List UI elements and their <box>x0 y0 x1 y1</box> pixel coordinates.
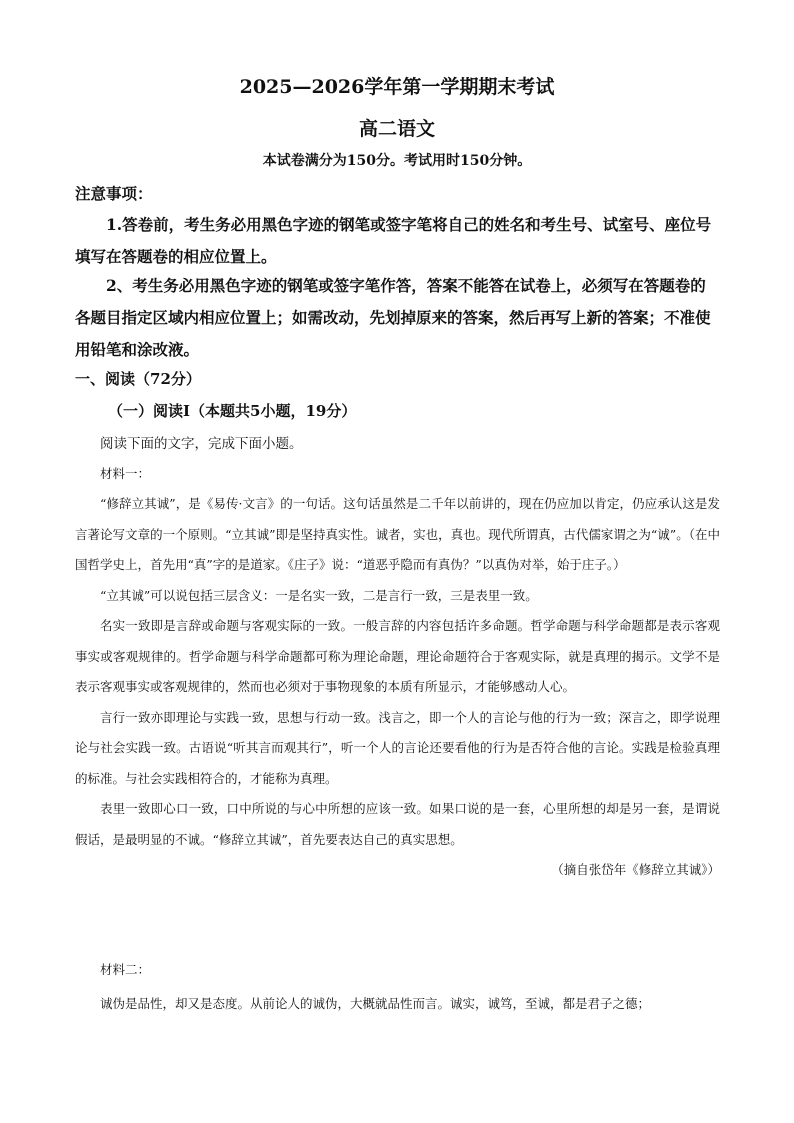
notice-heading: 注意事项： <box>75 184 153 203</box>
notice-item-2: 2、考生务必用黑色字迹的钢笔或签字笔作答，答案不能答在试卷上，必须写在答题卷的各题目指定区域内相应位置上；如需改动，先划掉原来的答案，然后再写上新的答案；不准使用铅笔和涂改液。 <box>75 276 711 359</box>
material-2-label: 材料二： <box>100 962 151 977</box>
reading-instruction: 阅读下面的文字，完成下面小题。 <box>100 436 303 452</box>
material-1-paragraph: 表里一致即心口一致，口中所说的与心中所想的应该一致。如果口说的是一套，心里所想的却是另一套，是谓说假话，是最明显的不诚。“修辞立其诚”，首先要表达自己的真实思想。 <box>75 801 720 847</box>
material-1-label: 材料一： <box>100 466 151 481</box>
subsection-title: （一）阅读Ⅰ（本题共5小题，19分） <box>108 402 357 420</box>
section-title: 一、阅读（72分） <box>75 370 201 388</box>
material-1-paragraph: “修辞立其诚”，是《易传·文言》的一句话。这句话虽然是二千年以前讲的，现在仍应加以肯定，仍应承认这是发言著论写文章的一个原则。“立其诚”即是坚持真实性。诚者，实也，真也。现代所谓真，古代儒家谓之为“诚”。（在中国哲学史上，首先用“真”字的是道家。《庄子》说：“道恶乎隐而有真伪？”以真伪对举，始于庄子。） <box>75 496 720 572</box>
subject-title: 高二语文 <box>358 118 435 140</box>
material-1-paragraph: “立其诚”可以说包括三层含义：一是名实一致，二是言行一致，三是表里一致。 <box>100 587 538 603</box>
material-2-paragraph: 诚伪是品性，却又是态度。从前论人的诚伪，大概就品性而言。诚实，诚笃，至诚，都是君子之德； <box>100 996 651 1011</box>
exam-title: 2025—2026学年第一学期期末考试 <box>239 76 555 98</box>
notice-item-1: 1.答卷前，考生务必用黑色字迹的钢笔或签字笔将自己的姓名和考生号、试室号、座位号填写在答题卷的相应位置上。 <box>75 215 712 266</box>
material-1-paragraph: 名实一致即是言辞或命题与客观实际的一致。一般言辞的内容包括许多命题。哲学命题与科学命题都是表示客观事实或客观规律的。哲学命题与科学命题都可称为理论命题，理论命题符合于客观实际，就是真理的揭示。文学不是表示客观事实或客观规律的，然而也必须对于事物现象的本质有所显示，才能够感动人心。 <box>75 618 720 694</box>
material-1-paragraph: 言行一致亦即理论与实践一致，思想与行动一致。浅言之，即一个人的言论与他的行为一致；深言之，即学说理论与社会实践一致。古语说“听其言而观其行”，听一个人的言论还要看他的行为是否符合他的言论。实践是检验真理的标准。与社会实践相符合的，才能称为真理。 <box>75 709 720 786</box>
material-1-source: （摘自张岱年《修辞立其诚》） <box>551 862 720 877</box>
material-1-body <box>75 489 720 886</box>
exam-info: 本试卷满分为150分。考试用时150分钟。 <box>262 153 532 169</box>
material-2-body <box>75 989 720 1020</box>
